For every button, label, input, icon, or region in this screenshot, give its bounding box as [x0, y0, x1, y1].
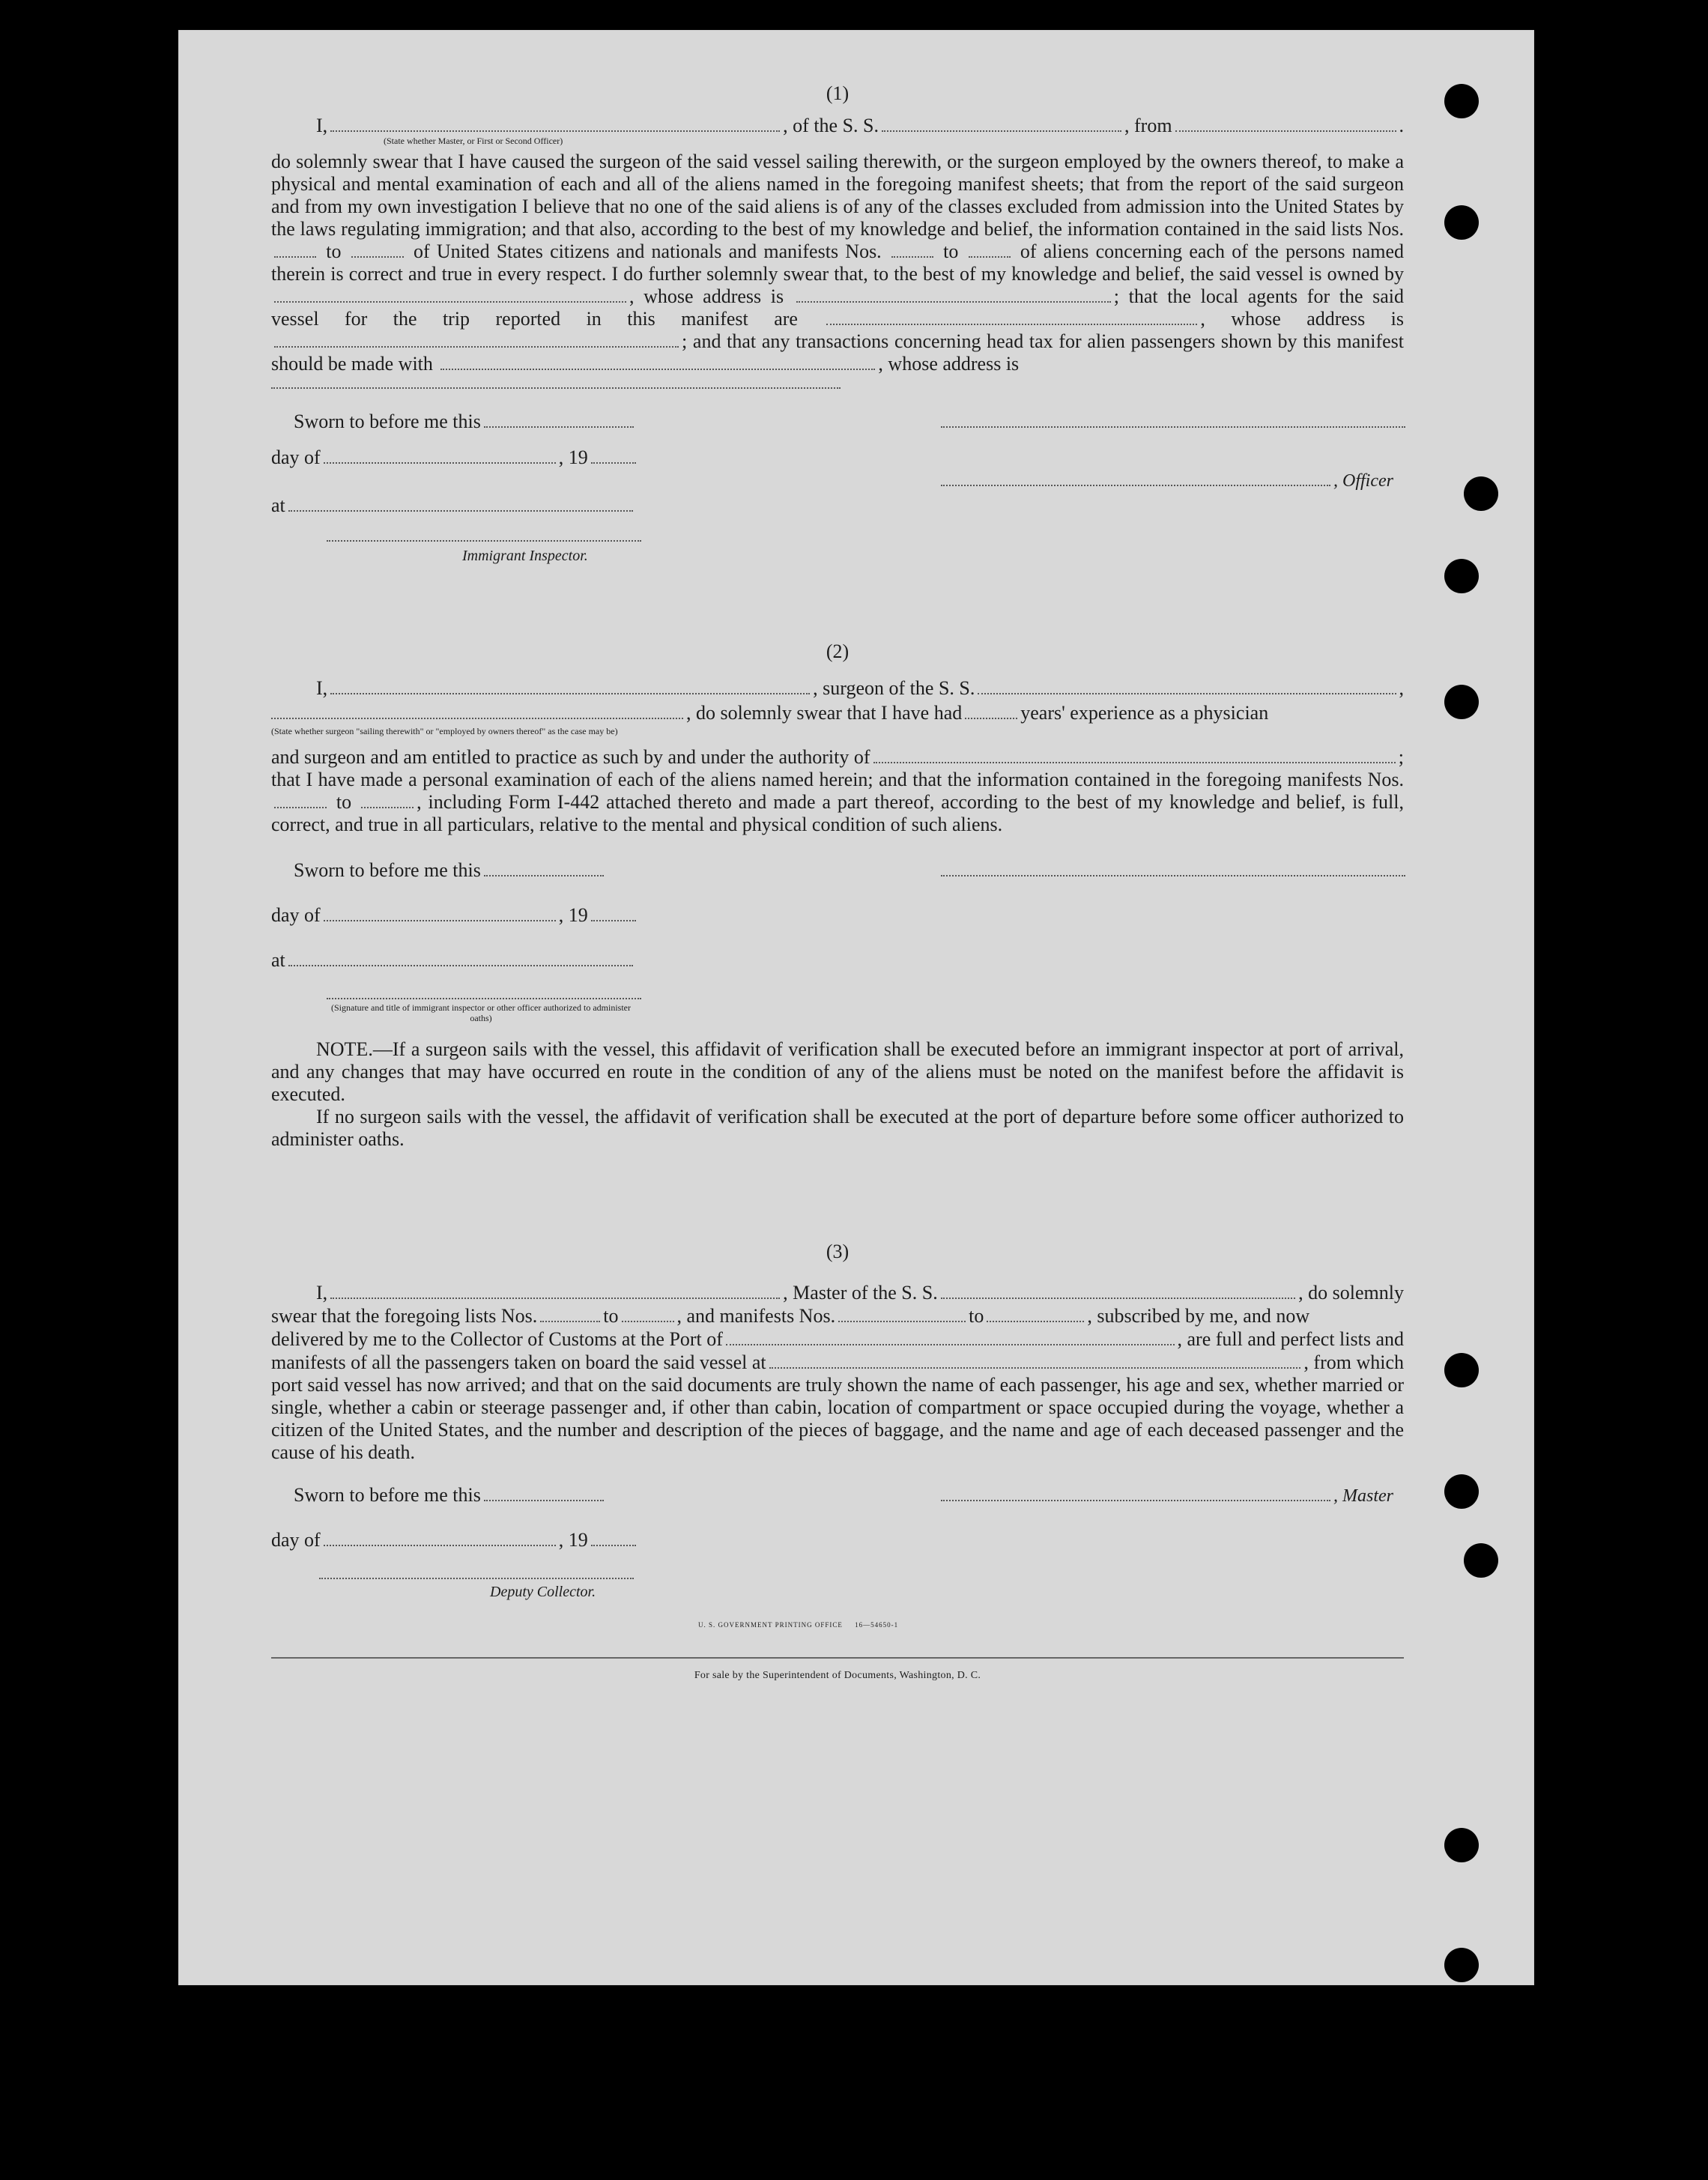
punct: ; [1113, 285, 1119, 307]
oath-text: ; and that any transactions concerning head tax for alien [682, 330, 1125, 352]
manifests-from-field[interactable] [838, 1304, 966, 1322]
label-swear-lists: swear that the foregoing lists Nos. [271, 1305, 538, 1327]
sworn-row [271, 399, 1404, 446]
head-tax-party-field[interactable] [440, 355, 875, 370]
surgeon-vessel-field[interactable] [978, 676, 1396, 694]
officer-caption: , Officer [1333, 471, 1393, 491]
officer-signature-block [938, 410, 1408, 428]
label-at: at [271, 949, 285, 971]
collector-caption: Deputy Collector. [490, 1584, 596, 1600]
label-i: I, [316, 115, 328, 136]
oath-text: of aliens concerning each of the persons named therein is correct and true in every respect. I do further solemnly swear that, to the best of my knowledge and belief, the said vessel is owned by [271, 240, 1405, 285]
at-row [271, 491, 1404, 536]
section-heading: (2) [826, 641, 850, 662]
to-word: to [603, 1305, 619, 1327]
day-row [271, 1528, 1404, 1573]
label-authority: and surgeon and am entitled to practice as such by and under the authority of [271, 746, 870, 768]
sworn-row [271, 859, 1404, 903]
day-field[interactable] [324, 903, 556, 921]
label-subscribed: , subscribed by me, and now [1087, 1305, 1310, 1327]
officer-rank-field[interactable] [330, 114, 780, 132]
label-day-of: day of [271, 446, 321, 468]
collector-signature-field[interactable] [319, 1573, 634, 1579]
to-word: to [943, 240, 959, 262]
punct: , [1200, 308, 1205, 330]
owner-address-field[interactable] [796, 288, 1111, 303]
label-i: I, [316, 1282, 328, 1304]
master-line [271, 1281, 1404, 1304]
manifests-from-field[interactable] [891, 243, 933, 258]
manifests-to-field[interactable] [969, 243, 1011, 258]
day-field[interactable] [324, 1528, 556, 1546]
oath-text: whose address is [1231, 308, 1404, 330]
oath-text: , including Form I-442 attached thereto and made a part thereof, according to the best of my knowledge and belief, is full, correct, and true in all particulars, relative to the mental and physical condition of such aliens. [271, 791, 1405, 835]
authority-line [271, 745, 1404, 769]
years-field[interactable] [965, 701, 1017, 719]
punct: ; [1398, 746, 1404, 768]
label-day-of: day of [271, 1529, 321, 1551]
year-field[interactable] [591, 446, 636, 464]
officer-signature-field[interactable] [941, 468, 1330, 486]
collector-block [271, 1573, 1404, 1618]
officer-signature-top-field[interactable] [941, 410, 1405, 428]
oath-text: of United States citizens and nationals and manifests Nos. [413, 240, 882, 262]
sworn-field[interactable] [484, 410, 634, 428]
inspector-block [271, 993, 1404, 1038]
at-block [271, 494, 636, 517]
oath-form [271, 82, 1404, 1687]
binder-hole [1444, 1948, 1479, 1982]
master-oath-paragraph: port said vessel has now arrived; and that on the said documents are truly shown the name of each passenger, his age and sex, whether married or single, whether a cabin or steerage passenger and, if other than cabin, location of compartment or space occupied during the voyage, whether a citizen of the United States, and the number and description of the pieces of baggage, and the name and age of each deceased passenger and the cause of his death. [271, 1374, 1404, 1463]
day-row [271, 446, 1404, 491]
at-field[interactable] [288, 948, 633, 966]
binder-hole [1444, 559, 1479, 593]
master-vessel-field[interactable] [941, 1281, 1295, 1299]
surgeon-oath-paragraph [271, 769, 1404, 836]
label-i: I, [316, 677, 328, 699]
label-from-which: , from which [1303, 1351, 1404, 1373]
inspector-caption: (Signature and title of immigrant inspector or other officer authorized to administer oaths) [331, 1002, 631, 1023]
binder-hole [1444, 205, 1479, 240]
oath-text: , whose address is [629, 285, 784, 307]
at-field[interactable] [288, 494, 633, 512]
label-surgeon-of: , surgeon of the S. S. [813, 677, 975, 699]
day-field[interactable] [324, 446, 556, 464]
owner-field[interactable] [274, 288, 626, 303]
to-word: to [336, 791, 352, 813]
label-delivered: delivered by me to the Collector of Customs at the Port of [271, 1328, 723, 1350]
lists-from-field[interactable] [274, 243, 316, 258]
sworn-row [271, 1483, 1404, 1528]
binder-hole [1444, 1353, 1479, 1387]
footer-rule [271, 1657, 1404, 1659]
day-row [271, 903, 1404, 948]
binder-hole [1464, 1543, 1498, 1578]
oath-text: do solemnly swear that I have caused the surgeon of the said vessel sailing therewith, or the surgeon employed by the owners thereof, to make a physical and mental examination of each and all of the aliens named in the foregoing manifest sheets; that from the report of the said surgeon and from my own investigation I believe that no one of the said aliens is of any of the classes excluded from admission into the United States by the laws regulating immigration; and that also, according to the best of my knowledge and belief, the information contained in the said lists Nos. [271, 151, 1404, 240]
inspector-caption: Immigrant Inspector. [462, 548, 588, 564]
agents-address-field[interactable] [274, 333, 679, 348]
note-paragraph: NOTE.—If a surgeon sails with the vessel, this affidavit of verification shall be executed before an immigrant inspector at port of arrival, and any changes that may have occurred en route in the condition of any of the aliens must be noted on the manifest before the affidavit is executed. [271, 1038, 1404, 1105]
label-master-of: , Master of the S. S. [783, 1282, 938, 1304]
delivered-line [271, 1327, 1404, 1351]
day-block [271, 1528, 639, 1551]
label-swear: , do solemnly swear that I have had [686, 702, 963, 724]
manifests-from-field[interactable] [274, 793, 327, 808]
master-signature-block [938, 1483, 1393, 1507]
sworn-block [294, 1483, 607, 1507]
lists-line [271, 1304, 1404, 1327]
boarding-port-field[interactable] [769, 1351, 1301, 1369]
surgeon-signature-block [938, 859, 1408, 876]
master-signature-field[interactable] [941, 1483, 1330, 1501]
surgeon-signature-field[interactable] [941, 859, 1405, 876]
day-block [271, 446, 639, 469]
punct: , [1399, 677, 1404, 699]
oath-text: , whose address is [878, 353, 1020, 375]
head-tax-address-field[interactable] [271, 377, 841, 389]
label-full-perfect: , are full and perfect lists and [1177, 1328, 1404, 1350]
sworn-field[interactable] [484, 859, 604, 876]
sworn-field[interactable] [484, 1483, 604, 1501]
binder-hole [1444, 84, 1479, 118]
sworn-block [294, 410, 637, 433]
label-solemnly: , do solemnly [1298, 1282, 1404, 1304]
binder-hole [1464, 476, 1498, 511]
sworn-block [294, 859, 607, 882]
day-block [271, 903, 639, 927]
label-from: , from [1124, 115, 1172, 136]
binder-hole [1444, 1474, 1479, 1509]
departure-port-field[interactable] [1175, 114, 1396, 132]
surgeon-caption: (State whether surgeon "sailing therewith" or "employed by owners thereof" as the case may be) [271, 726, 618, 736]
label-sworn: Sworn to before me this [294, 411, 481, 432]
vessel-name-field[interactable] [882, 114, 1121, 132]
surgeon-line-2 [271, 701, 1404, 724]
year-field[interactable] [591, 1528, 636, 1546]
officer-line [271, 114, 1404, 137]
master-caption: , Master [1333, 1486, 1393, 1506]
inspector-signature-field[interactable] [327, 536, 641, 542]
gpo-imprint: U. S. GOVERNMENT PRINTING OFFICE 16—54650-1 [698, 1621, 899, 1629]
period: . [1399, 115, 1404, 136]
officer-block [938, 468, 1393, 492]
authority-field[interactable] [873, 745, 1396, 763]
label-at: at [271, 494, 285, 516]
label-sworn: Sworn to before me this [294, 1484, 481, 1506]
oath-paragraph [271, 151, 1404, 375]
oath-text: that the local agents for the said vessel for the trip reported in this manifest are [271, 285, 1404, 330]
manifests-line [271, 1351, 1404, 1374]
year-field[interactable] [591, 903, 636, 921]
binder-hole [1444, 1828, 1479, 1862]
rank-caption: (State whether Master, or First or Second Officer) [384, 136, 563, 146]
label-year: , 19 [558, 1529, 588, 1551]
surgeon-type-field[interactable] [271, 701, 683, 719]
at-block [271, 948, 636, 972]
binder-hole [1444, 685, 1479, 719]
oath-text: that I have made a personal examination of each of the aliens named herein; and that the information contained in the foregoing manifests Nos. [271, 769, 1404, 790]
label-year: , 19 [558, 446, 588, 468]
lists-to-field[interactable] [622, 1304, 674, 1322]
label-manifests: , and manifests Nos. [676, 1305, 836, 1327]
surgeon-line [271, 676, 1404, 700]
label-manifests-all: manifests of all the passengers taken on board the said vessel at [271, 1351, 766, 1373]
lists-from-field[interactable] [540, 1304, 600, 1322]
label-sworn: Sworn to before me this [294, 859, 481, 881]
label-of-ss: , of the S. S. [783, 115, 879, 136]
at-row [271, 948, 1404, 993]
label-day-of: day of [271, 904, 321, 926]
to-word: to [326, 240, 342, 262]
section-heading: (1) [826, 82, 850, 104]
manifests-to-field[interactable] [987, 1304, 1084, 1322]
port-field[interactable] [726, 1327, 1175, 1345]
oath-text: passengers shown by this manifest should be made with [271, 330, 1405, 375]
label-year: , 19 [558, 904, 588, 926]
sale-notice: For sale by the Superintendent of Documents, Washington, D. C. [694, 1670, 981, 1681]
inspector-block [271, 536, 1404, 588]
label-years: years' experience as a physician [1020, 702, 1269, 724]
surgeon-name-field[interactable] [330, 676, 810, 694]
lists-to-field[interactable] [351, 243, 404, 258]
to-word: to [969, 1305, 984, 1327]
note-paragraph: If no surgeon sails with the vessel, the affidavit of verification shall be executed at the port of departure before some officer authorized to administer oaths. [271, 1106, 1404, 1150]
master-name-field[interactable] [330, 1281, 780, 1299]
agents-field[interactable] [826, 310, 1197, 325]
inspector-signature-field[interactable] [327, 993, 641, 999]
section-heading: (3) [826, 1241, 850, 1262]
manifests-to-field[interactable] [361, 793, 414, 808]
